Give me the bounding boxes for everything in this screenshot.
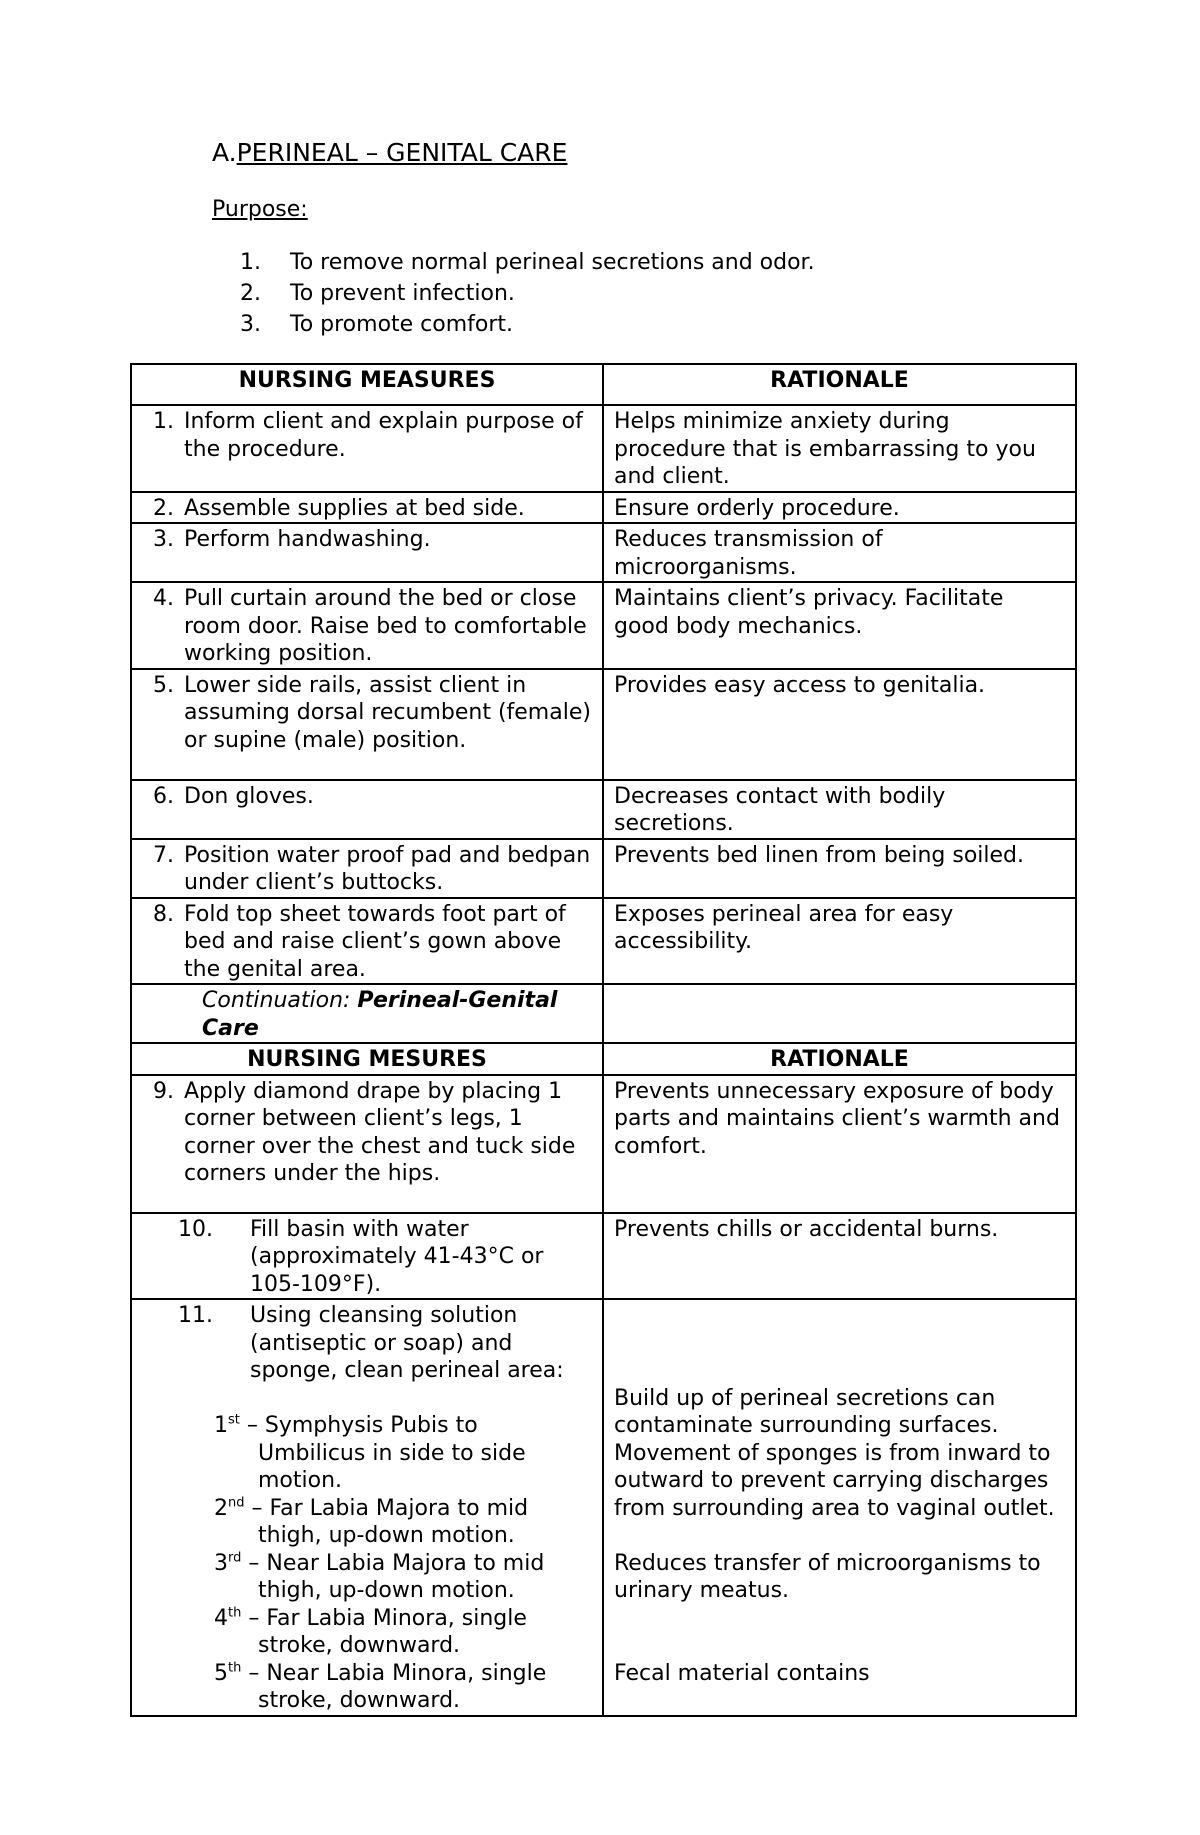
rationale-text: Prevents bed linen from being soiled.: [603, 839, 1076, 898]
purpose-item: 3. To promote comfort.: [240, 312, 514, 337]
purpose-item: 2. To prevent infection.: [240, 281, 515, 306]
rationale-text: Provides easy access to genitalia.: [603, 669, 1076, 780]
cleansing-step: 2nd – Far Labia Majora to mid thigh, up-down motion.: [214, 1495, 529, 1548]
header-rationale: RATIONALE: [603, 364, 1076, 405]
table-row: 9. Apply diamond drape by placing 1 corner between client’s legs, 1 corner over the chest and tuck side corners under the hips. Prevents unnecessary exposure of body parts and maintains client’s warmth and comfort.: [131, 1075, 1076, 1213]
measure-text: Position water proof pad and bedpan under client’s buttocks.: [184, 842, 591, 895]
cleansing-step: 5th – Near Labia Minora, single stroke, downward.: [214, 1660, 547, 1713]
table-row: 6. Don gloves. Decreases contact with bodily secretions.: [131, 780, 1076, 839]
measure-text: Assemble supplies at bed side.: [184, 495, 525, 521]
table-row: 8. Fold top sheet towards foot part of bed and raise client’s gown above the genital area. Exposes perineal area for easy accessibility.: [131, 898, 1076, 985]
rationale-text: Reduces transmission of microorganisms.: [603, 523, 1076, 582]
measure-text: Apply diamond drape by placing 1 corner between client’s legs, 1 corner over the chest and tuck side corners under the hips.: [184, 1078, 576, 1186]
measure-text: Perform handwashing.: [184, 527, 431, 552]
table-row: 10. Fill basin with water (approximately 41-43°C or 105-109°F). Prevents chills or accidental burns.: [131, 1213, 1076, 1300]
table-header-row: [131, 1043, 1076, 1075]
purpose-label: Purpose:: [212, 197, 308, 222]
header-rationale: RATIONALE: [603, 1043, 1076, 1075]
table-row: 5. Lower side rails, assist client in assuming dorsal recumbent (female) or supine (male) position. Provides easy access to genitalia.: [131, 669, 1076, 780]
cleansing-step: 3rd – Near Labia Majora to mid thigh, up-down motion.: [214, 1550, 545, 1603]
cleansing-step: 4th – Far Labia Minora, single stroke, downward.: [214, 1605, 527, 1658]
measure-text: Fill basin with water (approximately 41-43°C or 105-109°F).: [250, 1216, 544, 1297]
continuation-prefix: Continuation:: [202, 988, 358, 1013]
purpose-list: [240, 247, 815, 340]
table-row: 11. Using cleansing solution (antiseptic or soap) and sponge, clean perineal area: 1st – Symphysis Pubis to Umbilicus in side to side motion. 2nd – Far Labia Majora to mid thigh, up-down motion. 3rd – Near Labia Majora to mid thigh, up-down motion. 4th – Far Labia Minora, single stroke, downward. 5th – Near Labia Minora, single stroke, downward. Build up of perineal secretions can contaminate surrounding surfaces. Movement of sponges is from inward to outward to prevent carrying discharges from surrounding area to vaginal outlet. Reduces transfer of microorganisms to urinary meatus. Fecal material contains: [131, 1299, 1076, 1716]
measure-text: Lower side rails, assist client in assuming dorsal recumbent (female) or supine (male) position.: [184, 672, 591, 753]
continuation-title: Perineal-Genital Care: [202, 988, 558, 1041]
rationale-text: Prevents unnecessary exposure of body parts and maintains client’s warmth and comfort.: [603, 1075, 1076, 1213]
rationale-text: Reduces transfer of microorganisms to urinary meatus.: [614, 1550, 1041, 1603]
rationale-text: Exposes perineal area for easy accessibility.: [603, 898, 1076, 985]
rationale-text: Fecal material contains: [614, 1660, 870, 1686]
header-nursing-measures: NURSING MEASURES: [131, 364, 603, 405]
cleansing-step: 1st – Symphysis Pubis to Umbilicus in side to side motion.: [214, 1412, 526, 1493]
table-row: 2. Assemble supplies at bed side. Ensure orderly procedure.: [131, 492, 1076, 524]
rationale-text: Decreases contact with bodily secretions.: [603, 780, 1076, 839]
section-letter: A.: [212, 138, 237, 167]
section-title: [212, 138, 567, 167]
section-title-text: PERINEAL – GENITAL CARE: [236, 138, 568, 167]
table-row: 7. Position water proof pad and bedpan under client’s buttocks. Prevents bed linen from being soiled.: [131, 839, 1076, 898]
rationale-text: Build up of perineal secretions can contaminate surrounding surfaces. Movement of sponges is from inward to outward to prevent carrying discharges from surrounding area to vaginal outlet.: [614, 1385, 1055, 1521]
table-row: 4. Pull curtain around the bed or close room door. Raise bed to comfortable working position. Maintains client’s privacy. Facilitate good body mechanics.: [131, 582, 1076, 669]
measure-text: Pull curtain around the bed or close room door. Raise bed to comfortable working position.: [184, 586, 587, 666]
rationale-text: Ensure orderly procedure.: [603, 492, 1076, 524]
table-header-row: [131, 364, 1076, 405]
measure-text: Inform client and explain purpose of the procedure.: [184, 409, 583, 462]
measure-text: Don gloves.: [184, 783, 314, 809]
measure-text: Fold top sheet towards foot part of bed and raise client’s gown above the genital area.: [184, 901, 566, 982]
table-row: 3. Perform handwashing. Reduces transmission of microorganisms.: [131, 523, 1076, 582]
rationale-text: Maintains client’s privacy. Facilitate good body mechanics.: [603, 582, 1076, 669]
measure-text: Using cleansing solution (antiseptic or soap) and sponge, clean perineal area:: [250, 1303, 564, 1383]
header-nursing-measures: NURSING MESURES: [131, 1043, 603, 1075]
purpose-item: 1. To remove normal perineal secretions and odor.: [240, 250, 815, 275]
rationale-text: Prevents chills or accidental burns.: [603, 1213, 1076, 1300]
nursing-measures-table: [130, 363, 1077, 1717]
continuation-row: [131, 984, 1076, 1043]
table-row: 1. Inform client and explain purpose of the procedure. Helps minimize anxiety during procedure that is embarrassing to you and client.: [131, 405, 1076, 492]
rationale-text: Helps minimize anxiety during procedure that is embarrassing to you and client.: [603, 405, 1076, 492]
